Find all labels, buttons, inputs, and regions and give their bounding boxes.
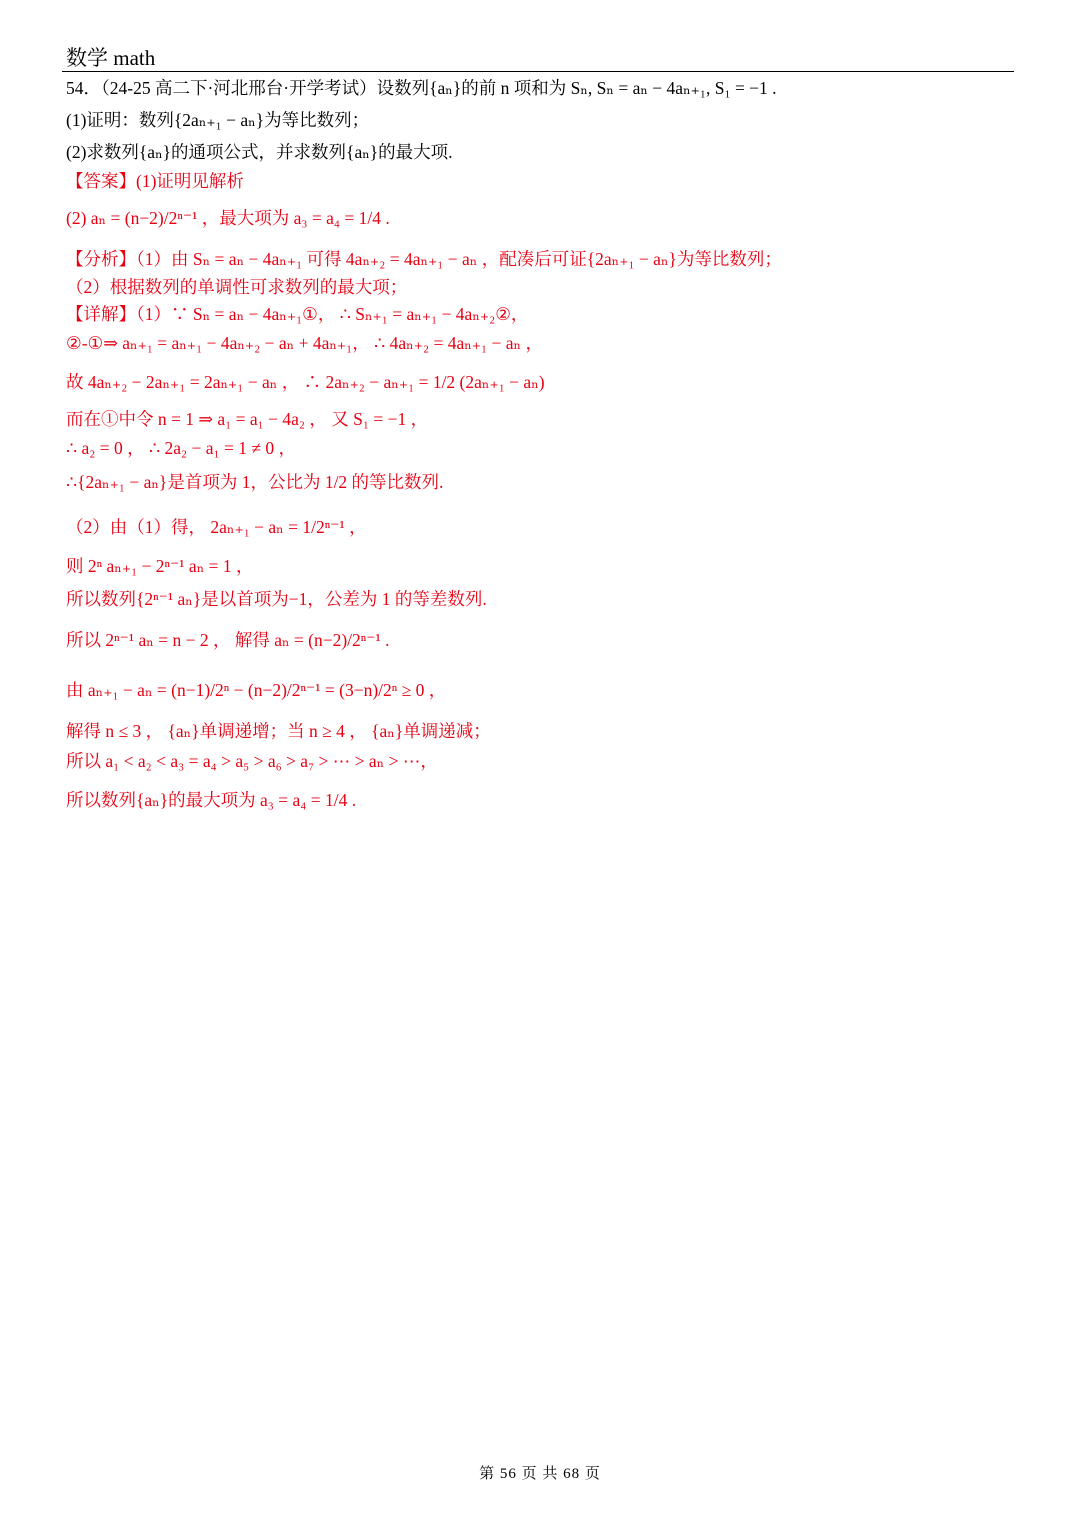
solution-line-5: ∴ a₂ = 0 ， ∴ 2a₂ − a₁ = 1 ≠ 0 ， (66, 438, 296, 458)
solution-line-2: ②-①⇒ aₙ₊₁ = aₙ₊₁ − 4aₙ₊₂ − aₙ + 4aₙ₊₁， ∴ 4aₙ₊₂ = 4aₙ₊₁ − aₙ ， (66, 333, 543, 353)
solution-line-12: 解得 n ≤ 3 ， {aₙ}单调递增；当 n ≥ 4 ， {aₙ}单调递减； (66, 721, 491, 741)
answer-line-1: 【答案】(1)证明见解析 (66, 171, 244, 191)
solution-line-7: （2）由（1）得， 2aₙ₊₁ − aₙ = 1/2ⁿ⁻¹ ， (66, 517, 367, 537)
solution-line-3: 故 4aₙ₊₂ − 2aₙ₊₁ = 2aₙ₊₁ − aₙ ， ∴ 2aₙ₊₂ − aₙ₊₁ = 1/2 (2aₙ₊₁ − aₙ) (66, 372, 545, 392)
solution-line-1: 【详解】（1）∵ Sₙ = aₙ − 4aₙ₊₁①， ∴ Sₙ₊₁ = aₙ₊₁ − 4aₙ₊₂②， (66, 304, 529, 324)
solution-line-8: 则 2ⁿ aₙ₊₁ − 2ⁿ⁻¹ aₙ = 1 ， (66, 556, 254, 576)
answer-line-2: (2) aₙ = (n−2)/2ⁿ⁻¹ ，最大项为 a₃ = a₄ = 1/4 . (66, 208, 390, 228)
solution-line-11: 由 aₙ₊₁ − aₙ = (n−1)/2ⁿ − (n−2)/2ⁿ⁻¹ = (3−n)/2ⁿ ≥ 0 ， (66, 680, 447, 700)
solution-line-4: 而在①中令 n = 1 ⇒ a₁ = a₁ − 4a₂ ， 又 S₁ = −1 ， (66, 409, 429, 429)
solution-line-13: 所以 a₁ < a₂ < a₃ = a₄ > a₅ > a₆ > a₇ > ⋯ > aₙ > ⋯， (66, 751, 438, 771)
solution-line-9: 所以数列{2ⁿ⁻¹ aₙ}是以首项为−1，公差为 1 的等差数列. (66, 589, 487, 609)
analysis-line-2: （2）根据数列的单调性可求数列的最大项； (66, 277, 408, 297)
page-footer: 第 56 页 共 68 页 (479, 1466, 601, 1482)
header-rule (62, 71, 1014, 72)
solution-line-10: 所以 2ⁿ⁻¹ aₙ = n − 2 ， 解得 aₙ = (n−2)/2ⁿ⁻¹ . (66, 630, 390, 650)
problem-statement: 54．（24-25 高二下·河北邢台·开学考试）设数列{aₙ}的前 n 项和为 Sₙ, Sₙ = aₙ − 4aₙ₊₁, S₁ = −1 . (66, 78, 777, 98)
solution-line-14: 所以数列{aₙ}的最大项为 a₃ = a₄ = 1/4 . (66, 790, 357, 810)
header-title: 数学 math (66, 46, 156, 70)
problem-part-2: (2)求数列{aₙ}的通项公式，并求数列{aₙ}的最大项. (66, 142, 453, 162)
solution-line-6: ∴{2aₙ₊₁ − aₙ}是首项为 1，公比为 1/2 的等比数列. (66, 472, 444, 492)
problem-part-1: (1)证明：数列{2aₙ₊₁ − aₙ}为等比数列； (66, 110, 370, 130)
analysis-line-1: 【分析】（1）由 Sₙ = aₙ − 4aₙ₊₁ 可得 4aₙ₊₂ = 4aₙ₊₁ − aₙ ，配凑后可证{2aₙ₊₁ − aₙ}为等比数列； (66, 249, 782, 269)
